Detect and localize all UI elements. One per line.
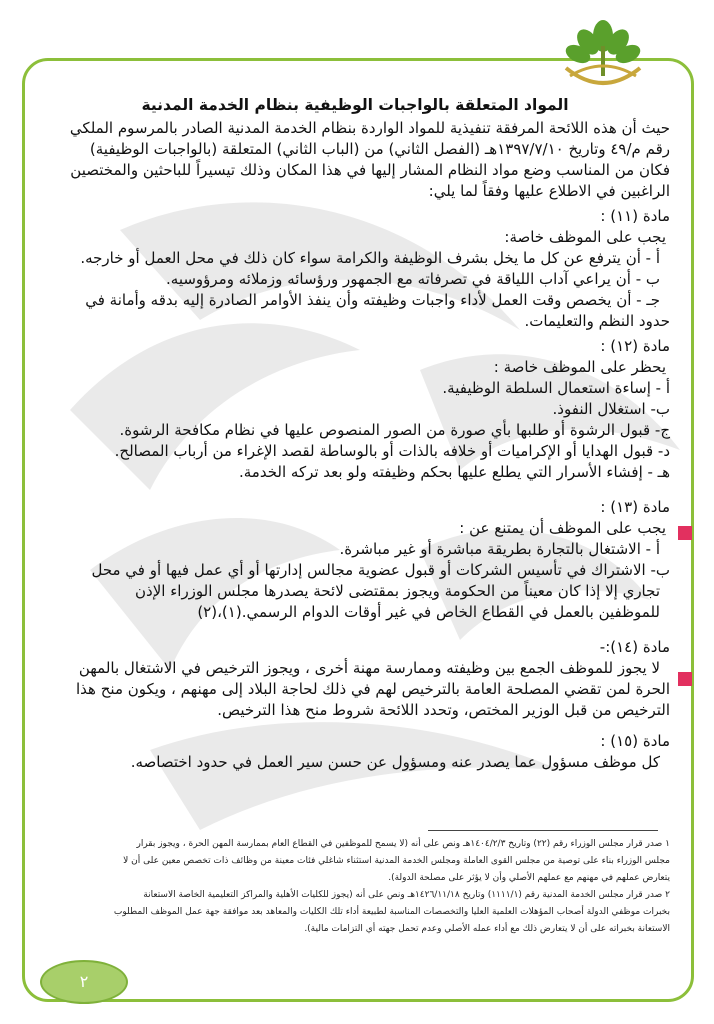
- article-12-lead: يحظر على الموظف خاصة :: [493, 358, 666, 376]
- footnote-line: ٢ صدر قرار مجلس الخدمة المدنية رقم (١١١١/١) وتاريخ ١٤٢٦/١١/١٨هـ ونص على أنه (يجوز للكليات الأهلية والمراكز التعليمية الخاصة الاستعانة: [143, 890, 670, 900]
- footnote-divider: [428, 830, 658, 831]
- intro-line: رقم م/٤٩ وتاريخ ١٣٩٧/٧/١٠هـ (الفصل الثاني) من (الباب الثاني) المتعلقة (بالواجبات الوظيفية): [89, 140, 670, 158]
- article-13-item: ب- الاشتراك في تأسيس الشركات أو قبول عضوية مجالس إدارتها أو أي عمل فيها أو في محل: [91, 561, 670, 579]
- article-11-lead: يجب على الموظف خاصة:: [504, 228, 666, 246]
- article-13-lead: يجب على الموظف أن يمتنع عن :: [459, 519, 666, 537]
- article-14-line: لا يجوز للموظف الجمع بين وظيفته وممارسة مهنة أخرى ، ويجوز الترخيص في الاشتغال بالمهن: [78, 659, 660, 677]
- article-14-heading: مادة (١٤):-: [599, 638, 670, 656]
- page-title: المواد المتعلقة بالواجبات الوظيفية بنظام الخدمة المدنية: [141, 96, 569, 114]
- footnote-line: بخبرات موظفي الدولة أصحاب المؤهلات العلمية العليا والتخصصات المناسبة لطبيعة أداء تلك الكليات والمعاهد بعد موافقة جهة عمل الموظف المطلوب: [113, 907, 670, 917]
- article-11-item: أ - أن يترفع عن كل ما يخل بشرف الوظيفة والكرامة سواء كان ذلك في محل العمل أو خارجه.: [80, 249, 660, 267]
- intro-line: الراغبين في الاطلاع عليها وفقاً لما يلي:: [428, 182, 670, 200]
- article-13-heading: مادة (١٣) :: [600, 498, 670, 516]
- article-11-item: حدود النظم والتعليمات.: [524, 312, 670, 330]
- article-14-line: الحرة لمن تقضي المصلحة العامة بالترخيص لهم في ذلك لحاجة البلاد إلى مهنهم ، ويكون منح هذا: [76, 680, 670, 698]
- article-12-item: د- قبول الهدايا أو الإكراميات أو خلافه بالذات أو بالوساطة لقصد الإغراء من أرباب المصالح.: [114, 442, 670, 460]
- article-11-heading: مادة (١١) :: [600, 207, 670, 225]
- article-12-item: هـ - إفشاء الأسرار التي يطلع عليها بحكم وظيفته ولو بعد تركه الخدمة.: [239, 463, 670, 481]
- palm-swords-emblem-icon: [548, 6, 658, 96]
- article-11-item: جـ - أن يخصص وقت العمل لأداء واجبات وظيفته وأن ينفذ الأوامر الصادرة إليه بدقه وأمانة في: [85, 291, 660, 309]
- article-14-line: الترخيص من قبل الوزير المختص، وتحدد اللائحة شروط منح هذا الترخيص.: [217, 701, 670, 719]
- page-number: ٢: [40, 960, 128, 1004]
- intro-line: فكان من المناسب وضع مواد النظام المشار إليها في هذا المكان وذلك تيسيراً للباحثين والمختصين: [70, 161, 670, 179]
- footnotes: [40, 836, 670, 938]
- footnote-line: الاستعانة بخبراته على أن لا يتعارض ذلك مع أداء عمله الأصلي وعدم تحمل جهته أي التزامات مالية).: [304, 924, 670, 934]
- intro-line: حيث أن هذه اللائحة المرفقة تنفيذية للمواد الواردة بنظام الخدمة المدنية الصادر بالمرسوم الملكي: [69, 119, 670, 137]
- article-12-item: ج- قبول الرشوة أو طلبها بأي صورة من الصور المنصوص عليها في نظام مكافحة الرشوة.: [119, 421, 670, 439]
- article-15-line: كل موظف مسؤول عما يصدر عنه ومسؤول عن حسن سير العمل في حدود اختصاصه.: [130, 753, 660, 771]
- document-body: [40, 96, 670, 773]
- article-13-item: تجاري إلا إذا كان معيناً من الحكومة ويجوز بمقتضى لائحة يصدرها مجلس الوزراء الإذن: [135, 582, 660, 600]
- article-12-heading: مادة (١٢) :: [600, 337, 670, 355]
- footnote-line: يتعارض عملهم في مهنهم مع عملهم الأصلي وأن لا يؤثر على مصلحة الدولة).: [388, 873, 670, 883]
- article-12-item: ب- استغلال النفوذ.: [552, 400, 670, 418]
- footnote-line: ١ صدر قرار مجلس الوزراء رقم (٢٢) وتاريخ ١٤٠٤/٢/٣هـ ونص على أنه (لا يسمح للموظفين في القطاع العام بممارسة المهن الحرة ، ويجوز بقرار: [136, 839, 670, 849]
- article-13-item: للموظفين بالعمل في القطاع الخاص في غير أوقات الدوام الرسمي.(١)،(٢): [197, 603, 660, 621]
- pink-square-marker-icon: [678, 526, 692, 540]
- footnote-line: مجلس الوزراء بناء على توصية من مجلس القوى العاملة ومجلس الخدمة المدنية استثناء شاغلي فئات معينة من وظائف ذات تخصص معين على أن لا: [123, 856, 670, 866]
- article-12-item: أ - إساءة استعمال السلطة الوظيفية.: [442, 379, 670, 397]
- article-13-item: أ - الاشتغال بالتجارة بطريقة مباشرة أو غير مباشرة.: [339, 540, 660, 558]
- article-11-item: ب - أن يراعي آداب اللياقة في تصرفاته مع الجمهور ورؤسائه وزملائه ومرؤوسيه.: [166, 270, 660, 288]
- pink-square-marker-icon: [678, 672, 692, 686]
- article-15-heading: مادة (١٥) :: [600, 732, 670, 750]
